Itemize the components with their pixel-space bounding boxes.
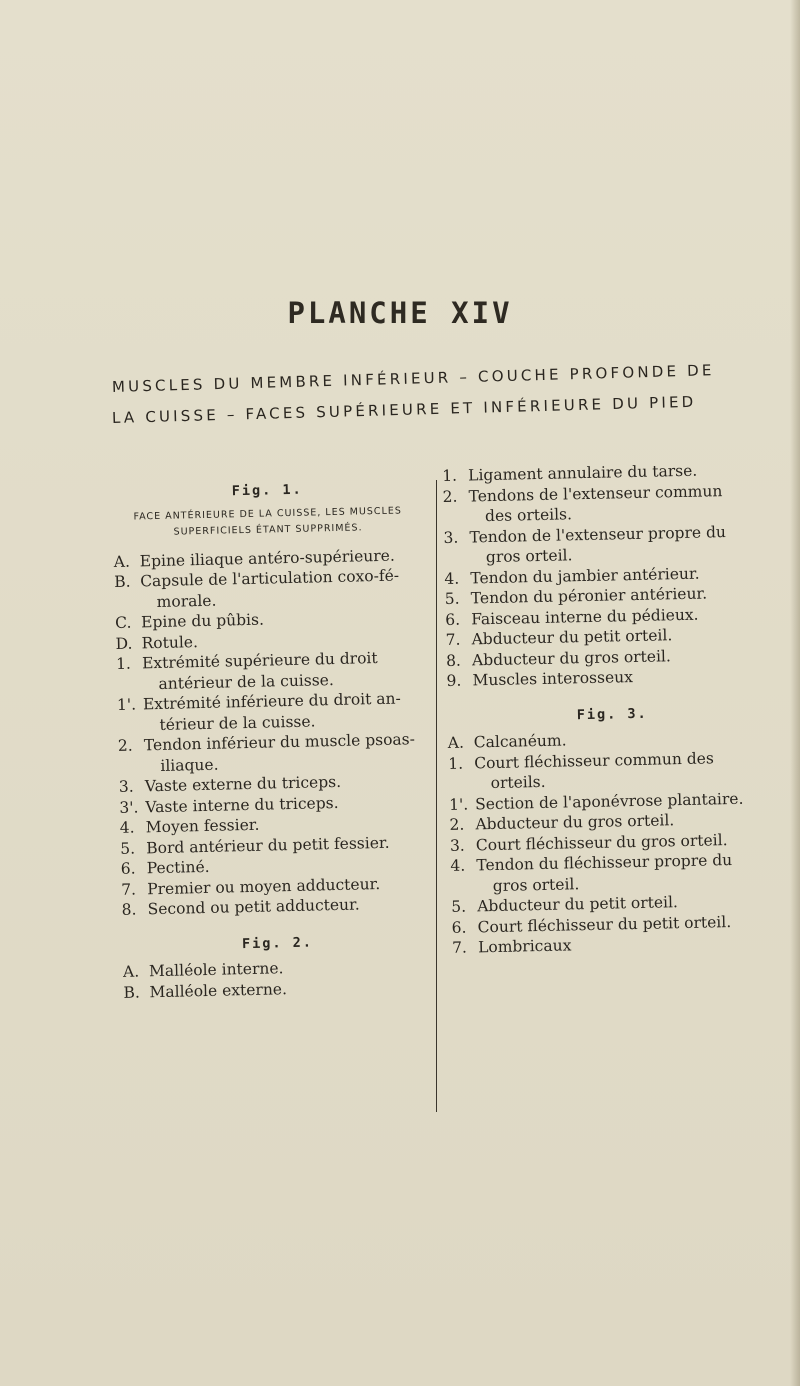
legend-key: 4. [119, 818, 135, 837]
legend-text: Abducteur du gros orteil. [475, 811, 675, 834]
legend-text: Lombricaux [477, 936, 572, 957]
fig2-legend-list-right [442, 459, 777, 691]
column-divider [436, 480, 437, 1112]
legend-text: Calcanéum. [473, 731, 567, 752]
legend-text: Bord antérieur du petit fessier. [146, 833, 390, 857]
legend-text: Tendon de l'extenseur propre du [469, 522, 727, 546]
legend-key: 2. [117, 736, 133, 755]
legend-text: Court fléchisseur du petit orteil. [477, 912, 732, 936]
legend-key: 6. [451, 918, 467, 937]
legend-text: Muscles interosseux [472, 668, 634, 690]
legend-text: Malléole externe. [149, 979, 288, 1001]
legend-key: A. [122, 962, 140, 981]
legend-key: B. [114, 572, 131, 591]
legend-text: Abducteur du petit orteil. [477, 893, 679, 916]
legend-text: Faisceau interne du pédieux. [471, 605, 699, 628]
legend-text: Pectiné. [146, 857, 210, 878]
legend-key: 8. [121, 900, 137, 919]
legend-text: Tendon du fléchisseur propre du [476, 851, 733, 875]
legend-text-continuation: gros orteil. [485, 546, 573, 567]
legend-key: 1'. [116, 695, 137, 714]
legend-text-continuation: térieur de la cuisse. [159, 711, 316, 734]
fig3-heading: Fig. 3. [576, 705, 648, 723]
legend-text: Second ou petit adducteur. [147, 895, 360, 919]
legend-text: Vaste externe du triceps. [144, 772, 342, 796]
legend-key: 1. [448, 754, 464, 773]
legend-key: 7. [445, 630, 461, 649]
legend-text: Ligament annulaire du tarse. [468, 461, 698, 485]
legend-text-continuation: orteils. [490, 772, 546, 793]
fig1-caption [113, 502, 424, 541]
legend-key: A. [113, 552, 131, 571]
legend-text: Extrémité inférieure du droit an- [142, 689, 401, 714]
legend-text-continuation: iliaque. [160, 755, 219, 775]
legend-key: 4. [450, 856, 466, 875]
legend-text: Vaste interne du triceps. [145, 793, 339, 816]
legend-text: Tendon inférieur du muscle psoas- [143, 730, 416, 755]
legend-text: Premier ou moyen adducteur. [146, 874, 381, 898]
legend-key: 2. [449, 815, 465, 834]
legend-key: 6. [445, 610, 461, 629]
legend-key: 5. [120, 839, 136, 858]
legend-text: Tendon du jambier antérieur. [470, 564, 700, 587]
left-column [112, 477, 434, 1003]
legend-text: Rotule. [141, 632, 199, 652]
legend-key: 5. [444, 589, 460, 608]
legend-key: 5. [451, 897, 467, 916]
fig3-legend-list [448, 726, 783, 958]
legend-key: 7. [120, 880, 137, 899]
legend-text: Section de l'aponévrose plantaire. [474, 789, 744, 813]
legend-key: 3. [443, 528, 459, 547]
legend-text-continuation: gros orteil. [492, 874, 580, 895]
legend-text: Tendon du péronier antérieur. [470, 584, 708, 608]
legend-text: Epine du pûbis. [140, 610, 265, 632]
legend-text: Moyen fessier. [145, 815, 260, 837]
subtitle-line-1: MUSCLES DU MEMBRE INFÉRIEUR – COUCHE PROFONDE DE [111, 361, 715, 396]
legend-key: A. [447, 733, 465, 752]
subtitle-line-2: LA CUISSE – FACES SUPÉRIEURE ET INFÉRIEURE DU PIED [111, 392, 697, 427]
legend-key: 2. [442, 487, 458, 506]
legend-text-continuation: antérieur de la cuisse. [158, 670, 334, 693]
fig1-caption-line-1: FACE ANTÉRIEURE DE LA CUISSE, LES MUSCLES [133, 504, 402, 523]
legend-text: Abducteur du gros orteil. [471, 646, 672, 669]
legend-text: Court fléchisseur commun des [474, 748, 714, 772]
legend-text: Capsule de l'articulation coxo-fé- [140, 566, 400, 591]
legend-key: 1. [442, 466, 458, 485]
legend-key: 3. [449, 836, 465, 855]
legend-key: 1. [115, 654, 132, 673]
legend-text: Tendons de l'extenseur commun [468, 481, 723, 505]
legend-text: Extrémité supérieure du droit [141, 649, 378, 673]
fig1-heading: Fig. 1. [231, 481, 303, 500]
legend-key: C. [114, 613, 132, 632]
fig1-caption-line-2: SUPERFICIELS ÉTANT SUPPRIMÉS. [173, 521, 363, 538]
legend-key: 1'. [448, 795, 469, 814]
legend-text: Court fléchisseur du gros orteil. [475, 830, 728, 854]
fig1-legend-list [114, 544, 432, 920]
legend-key: 7. [451, 938, 468, 957]
legend-key: 3'. [119, 797, 139, 817]
legend-key: B. [123, 983, 141, 1002]
fig2-legend-list-left [123, 955, 434, 1003]
legend-text: Malléole interne. [148, 959, 284, 981]
legend-key: D. [115, 634, 133, 653]
legend-key: 6. [120, 859, 136, 878]
legend-key: 9. [446, 671, 462, 690]
legend-text: Abducteur du petit orteil. [471, 626, 673, 649]
legend-key: 4. [444, 569, 460, 588]
fig2-heading: Fig. 2. [241, 934, 314, 952]
legend-text: Epine iliaque antéro-supérieure. [139, 546, 395, 570]
page-edge [790, 0, 800, 1386]
legend-text-continuation: des orteils. [484, 505, 573, 526]
legend-key: 3. [118, 777, 134, 796]
legend-text-continuation: morale. [156, 591, 217, 611]
right-column [442, 459, 782, 958]
plate-title: PLANCHE XIV [287, 296, 513, 330]
legend-key: 8. [445, 651, 462, 670]
